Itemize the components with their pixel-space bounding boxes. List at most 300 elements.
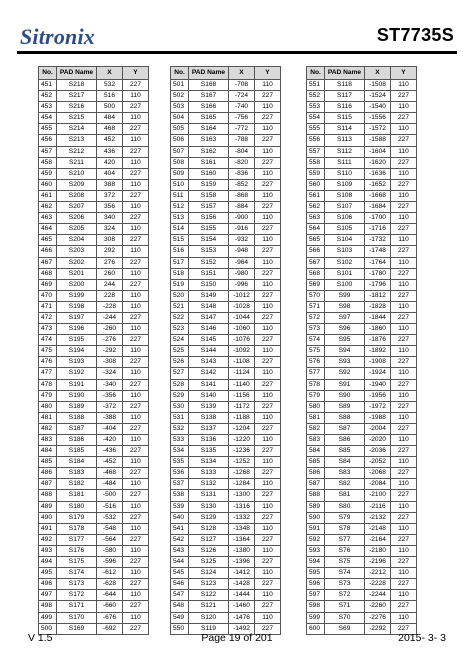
row-no: 591 (307, 523, 325, 534)
x-coordinate: -1124 (229, 368, 255, 379)
y-coordinate: 227 (255, 401, 281, 412)
y-coordinate: 227 (123, 80, 149, 91)
pad-name: S95 (325, 335, 365, 346)
table-row (39, 490, 149, 501)
pad-name: S149 (189, 290, 229, 301)
pad-name: S121 (189, 601, 229, 612)
table-row (39, 124, 149, 135)
row-no: 493 (39, 545, 57, 556)
y-coordinate: 227 (255, 224, 281, 235)
y-coordinate: 110 (123, 224, 149, 235)
x-coordinate: -756 (229, 113, 255, 124)
pad-name: S217 (57, 91, 97, 102)
table-row (307, 401, 417, 412)
row-no: 488 (39, 490, 57, 501)
row-no: 533 (171, 435, 189, 446)
row-no: 558 (307, 157, 325, 168)
pad-name: S188 (57, 412, 97, 423)
y-coordinate: 110 (123, 390, 149, 401)
pad-name: S87 (325, 423, 365, 434)
y-coordinate: 227 (255, 113, 281, 124)
table-row (307, 190, 417, 201)
x-coordinate: -1684 (365, 202, 391, 213)
row-no: 585 (307, 457, 325, 468)
row-no: 560 (307, 179, 325, 190)
pad-name: S113 (325, 135, 365, 146)
y-coordinate: 110 (391, 390, 417, 401)
x-coordinate: -1300 (229, 490, 255, 501)
row-no: 536 (171, 468, 189, 479)
y-coordinate: 227 (123, 335, 149, 346)
y-coordinate: 227 (255, 446, 281, 457)
pad-name: S185 (57, 446, 97, 457)
pad-name: S176 (57, 545, 97, 556)
pad-name: S89 (325, 401, 365, 412)
row-no: 464 (39, 224, 57, 235)
table-row (307, 557, 417, 568)
table-row (39, 179, 149, 190)
pad-name: S151 (189, 268, 229, 279)
x-coordinate: 244 (97, 279, 123, 290)
pad-name: S183 (57, 468, 97, 479)
pad-name: S165 (189, 113, 229, 124)
pad-name: S126 (189, 545, 229, 556)
x-coordinate: -980 (229, 268, 255, 279)
y-coordinate: 227 (123, 124, 149, 135)
table-row (39, 279, 149, 290)
pad-name: S102 (325, 257, 365, 268)
x-coordinate: -1348 (229, 523, 255, 534)
row-no: 554 (307, 113, 325, 124)
pad-name: S76 (325, 545, 365, 556)
table-row (39, 379, 149, 390)
x-coordinate: -2132 (365, 512, 391, 523)
x-coordinate: 308 (97, 235, 123, 246)
pad-name: S86 (325, 435, 365, 446)
pad-name: S146 (189, 324, 229, 335)
x-coordinate: -852 (229, 179, 255, 190)
y-coordinate: 227 (391, 534, 417, 545)
pad-name: S156 (189, 213, 229, 224)
row-no: 483 (39, 435, 57, 446)
table-row (171, 446, 281, 457)
table-row (39, 401, 149, 412)
x-coordinate: -388 (97, 412, 123, 423)
y-coordinate: 110 (123, 202, 149, 213)
x-coordinate: -1572 (365, 124, 391, 135)
table-row (307, 501, 417, 512)
pad-name: S182 (57, 479, 97, 490)
y-coordinate: 227 (123, 168, 149, 179)
y-coordinate: 110 (255, 390, 281, 401)
pad-name: S177 (57, 534, 97, 545)
row-no: 459 (39, 168, 57, 179)
x-coordinate: 404 (97, 168, 123, 179)
pad-name: S122 (189, 590, 229, 601)
pad-name: S192 (57, 368, 97, 379)
row-no: 590 (307, 512, 325, 523)
table-header-row (39, 67, 149, 80)
x-coordinate: 500 (97, 102, 123, 113)
row-no: 467 (39, 257, 57, 268)
y-coordinate: 110 (391, 612, 417, 623)
x-coordinate: -1812 (365, 290, 391, 301)
row-no: 572 (307, 312, 325, 323)
y-coordinate: 227 (123, 401, 149, 412)
row-no: 574 (307, 335, 325, 346)
x-coordinate: -1540 (365, 102, 391, 113)
y-coordinate: 110 (123, 290, 149, 301)
row-no: 563 (307, 213, 325, 224)
pad-name: S134 (189, 457, 229, 468)
x-coordinate: -2212 (365, 568, 391, 579)
x-coordinate: -1316 (229, 501, 255, 512)
y-coordinate: 110 (123, 568, 149, 579)
y-coordinate: 110 (123, 479, 149, 490)
row-no: 468 (39, 268, 57, 279)
pad-name: S180 (57, 501, 97, 512)
pad-name: S152 (189, 257, 229, 268)
table-row (171, 612, 281, 623)
pad-name: S94 (325, 346, 365, 357)
row-no: 456 (39, 135, 57, 146)
y-coordinate: 227 (123, 623, 149, 634)
row-no: 485 (39, 457, 57, 468)
y-coordinate: 110 (255, 568, 281, 579)
table-row (171, 301, 281, 312)
row-no: 569 (307, 279, 325, 290)
pad-name: S171 (57, 601, 97, 612)
row-no: 477 (39, 368, 57, 379)
table-row (39, 113, 149, 124)
col-x-header: X (229, 67, 255, 80)
y-coordinate: 227 (391, 113, 417, 124)
x-coordinate: -1732 (365, 235, 391, 246)
x-coordinate: -1860 (365, 324, 391, 335)
table-row (171, 390, 281, 401)
table-row (307, 257, 417, 268)
y-coordinate: 110 (391, 457, 417, 468)
y-coordinate: 227 (255, 423, 281, 434)
table-row (39, 312, 149, 323)
y-coordinate: 227 (391, 512, 417, 523)
row-no: 596 (307, 579, 325, 590)
y-coordinate: 227 (391, 468, 417, 479)
x-coordinate: -1844 (365, 312, 391, 323)
pad-name: S91 (325, 379, 365, 390)
y-coordinate: 110 (255, 457, 281, 468)
row-no: 462 (39, 202, 57, 213)
x-coordinate: 292 (97, 246, 123, 257)
row-no: 565 (307, 235, 325, 246)
pad-name: S160 (189, 168, 229, 179)
y-coordinate: 110 (123, 157, 149, 168)
pad-name: S73 (325, 579, 365, 590)
x-coordinate: 260 (97, 268, 123, 279)
table-row (171, 590, 281, 601)
x-coordinate: -1796 (365, 279, 391, 290)
row-no: 589 (307, 501, 325, 512)
row-no: 587 (307, 479, 325, 490)
table-row (307, 435, 417, 446)
table-row (171, 346, 281, 357)
y-coordinate: 227 (255, 468, 281, 479)
table-row (171, 157, 281, 168)
table-row (307, 457, 417, 468)
table-row (307, 479, 417, 490)
row-no: 500 (39, 623, 57, 634)
pad-name: S74 (325, 568, 365, 579)
table-row (39, 601, 149, 612)
table-row (39, 290, 149, 301)
x-coordinate: -2004 (365, 423, 391, 434)
y-coordinate: 227 (391, 91, 417, 102)
pad-name: S169 (57, 623, 97, 634)
y-coordinate: 227 (255, 335, 281, 346)
table-row (39, 523, 149, 534)
pad-name: S69 (325, 623, 365, 634)
x-coordinate: -516 (97, 501, 123, 512)
x-coordinate: -932 (229, 235, 255, 246)
pad-name: S144 (189, 346, 229, 357)
y-coordinate: 110 (123, 324, 149, 335)
col-no-header: No. (39, 67, 57, 80)
y-coordinate: 110 (391, 523, 417, 534)
y-coordinate: 110 (255, 301, 281, 312)
x-coordinate: -1476 (229, 612, 255, 623)
table-row (39, 213, 149, 224)
table-row (171, 91, 281, 102)
x-coordinate: 324 (97, 224, 123, 235)
pad-name: S158 (189, 190, 229, 201)
y-coordinate: 227 (255, 379, 281, 390)
y-coordinate: 227 (391, 135, 417, 146)
pad-name: S139 (189, 401, 229, 412)
pad-name: S114 (325, 124, 365, 135)
row-no: 490 (39, 512, 57, 523)
x-coordinate: -1252 (229, 457, 255, 468)
x-coordinate: -660 (97, 601, 123, 612)
row-no: 528 (171, 379, 189, 390)
x-coordinate: -420 (97, 435, 123, 446)
pad-name: S99 (325, 290, 365, 301)
pad-name: S98 (325, 301, 365, 312)
pad-name: S211 (57, 157, 97, 168)
row-no: 513 (171, 213, 189, 224)
y-coordinate: 110 (391, 346, 417, 357)
row-no: 507 (171, 146, 189, 157)
pad-name: S210 (57, 168, 97, 179)
row-no: 523 (171, 324, 189, 335)
x-coordinate: -1108 (229, 357, 255, 368)
row-no: 451 (39, 80, 57, 91)
x-coordinate: -1556 (365, 113, 391, 124)
x-coordinate: -276 (97, 335, 123, 346)
x-coordinate: -2196 (365, 557, 391, 568)
table-row (171, 479, 281, 490)
y-coordinate: 110 (391, 235, 417, 246)
y-coordinate: 110 (255, 324, 281, 335)
table-row (307, 102, 417, 113)
y-coordinate: 110 (391, 190, 417, 201)
y-coordinate: 227 (391, 224, 417, 235)
x-coordinate: -324 (97, 368, 123, 379)
y-coordinate: 227 (391, 290, 417, 301)
table-row (171, 579, 281, 590)
col-pad-name-header: PAD Name (189, 67, 229, 80)
row-no: 593 (307, 545, 325, 556)
pad-name: S138 (189, 412, 229, 423)
y-coordinate: 227 (255, 579, 281, 590)
row-no: 582 (307, 423, 325, 434)
y-coordinate: 227 (255, 623, 281, 634)
table-row (39, 512, 149, 523)
y-coordinate: 227 (255, 135, 281, 146)
x-coordinate: -1044 (229, 312, 255, 323)
y-coordinate: 110 (255, 279, 281, 290)
row-no: 521 (171, 301, 189, 312)
x-coordinate: -1220 (229, 435, 255, 446)
x-coordinate: 452 (97, 135, 123, 146)
x-coordinate: 532 (97, 80, 123, 91)
x-coordinate: -1588 (365, 135, 391, 146)
x-coordinate: -1460 (229, 601, 255, 612)
table-row (39, 545, 149, 556)
table-row (171, 490, 281, 501)
company-logo: Sitronix (20, 24, 95, 49)
y-coordinate: 227 (123, 534, 149, 545)
x-coordinate: -1508 (365, 80, 391, 91)
y-coordinate: 110 (123, 545, 149, 556)
table-row (171, 235, 281, 246)
row-no: 534 (171, 446, 189, 457)
x-coordinate: -820 (229, 157, 255, 168)
table-row (39, 146, 149, 157)
x-coordinate: -1748 (365, 246, 391, 257)
y-coordinate: 227 (255, 202, 281, 213)
y-coordinate: 227 (391, 490, 417, 501)
pad-name: S132 (189, 479, 229, 490)
table-row (39, 346, 149, 357)
x-coordinate: -2052 (365, 457, 391, 468)
col-x-header: X (97, 67, 123, 80)
row-no: 486 (39, 468, 57, 479)
table-row (307, 335, 417, 346)
y-coordinate: 110 (255, 479, 281, 490)
y-coordinate: 227 (391, 601, 417, 612)
row-no: 566 (307, 246, 325, 257)
pad-name: S105 (325, 224, 365, 235)
table-row (171, 312, 281, 323)
row-no: 469 (39, 279, 57, 290)
row-no: 502 (171, 91, 189, 102)
pad-name: S70 (325, 612, 365, 623)
row-no: 543 (171, 545, 189, 556)
y-coordinate: 110 (123, 435, 149, 446)
x-coordinate: -228 (97, 301, 123, 312)
row-no: 535 (171, 457, 189, 468)
table-row (171, 468, 281, 479)
pad-name: S153 (189, 246, 229, 257)
x-coordinate: -1604 (365, 146, 391, 157)
x-coordinate: -948 (229, 246, 255, 257)
row-no: 465 (39, 235, 57, 246)
row-no: 495 (39, 568, 57, 579)
y-coordinate: 110 (391, 80, 417, 91)
x-coordinate: 340 (97, 213, 123, 224)
row-no: 597 (307, 590, 325, 601)
table-row (39, 102, 149, 113)
pad-name: S109 (325, 179, 365, 190)
pad-name: S214 (57, 124, 97, 135)
x-coordinate: -2148 (365, 523, 391, 534)
y-coordinate: 110 (391, 412, 417, 423)
y-coordinate: 110 (255, 235, 281, 246)
x-coordinate: -1060 (229, 324, 255, 335)
pad-name: S137 (189, 423, 229, 434)
y-coordinate: 110 (123, 268, 149, 279)
pad-name: S84 (325, 457, 365, 468)
footer-date: 2015- 3- 3 (398, 632, 446, 644)
pad-name: S141 (189, 379, 229, 390)
table-row (307, 113, 417, 124)
y-coordinate: 110 (391, 168, 417, 179)
x-coordinate: -1188 (229, 412, 255, 423)
y-coordinate: 227 (123, 146, 149, 157)
table-row (171, 457, 281, 468)
row-no: 471 (39, 301, 57, 312)
pad-name: S131 (189, 490, 229, 501)
pad-name: S112 (325, 146, 365, 157)
row-no: 549 (171, 612, 189, 623)
x-coordinate: -708 (229, 80, 255, 91)
table-row (171, 435, 281, 446)
pad-name: S118 (325, 80, 365, 91)
y-coordinate: 227 (123, 512, 149, 523)
pad-name: S133 (189, 468, 229, 479)
row-no: 548 (171, 601, 189, 612)
x-coordinate: -2084 (365, 479, 391, 490)
y-coordinate: 227 (255, 490, 281, 501)
table-row (307, 179, 417, 190)
x-coordinate: -580 (97, 545, 123, 556)
x-coordinate: -740 (229, 102, 255, 113)
y-coordinate: 110 (391, 590, 417, 601)
y-coordinate: 110 (123, 523, 149, 534)
y-coordinate: 110 (255, 501, 281, 512)
x-coordinate: -1156 (229, 390, 255, 401)
pad-table-1 (38, 66, 149, 635)
y-coordinate: 110 (255, 124, 281, 135)
row-no: 525 (171, 346, 189, 357)
y-coordinate: 227 (123, 190, 149, 201)
table-row (171, 534, 281, 545)
pad-name: S106 (325, 213, 365, 224)
table-row (307, 534, 417, 545)
x-coordinate: -1172 (229, 401, 255, 412)
x-coordinate: -1364 (229, 534, 255, 545)
x-coordinate: -244 (97, 312, 123, 323)
pad-name: S205 (57, 224, 97, 235)
pad-name: S117 (325, 91, 365, 102)
table-row (39, 534, 149, 545)
x-coordinate: -804 (229, 146, 255, 157)
row-no: 505 (171, 124, 189, 135)
table-row (39, 91, 149, 102)
row-no: 564 (307, 224, 325, 235)
y-coordinate: 110 (391, 279, 417, 290)
table-row (39, 557, 149, 568)
